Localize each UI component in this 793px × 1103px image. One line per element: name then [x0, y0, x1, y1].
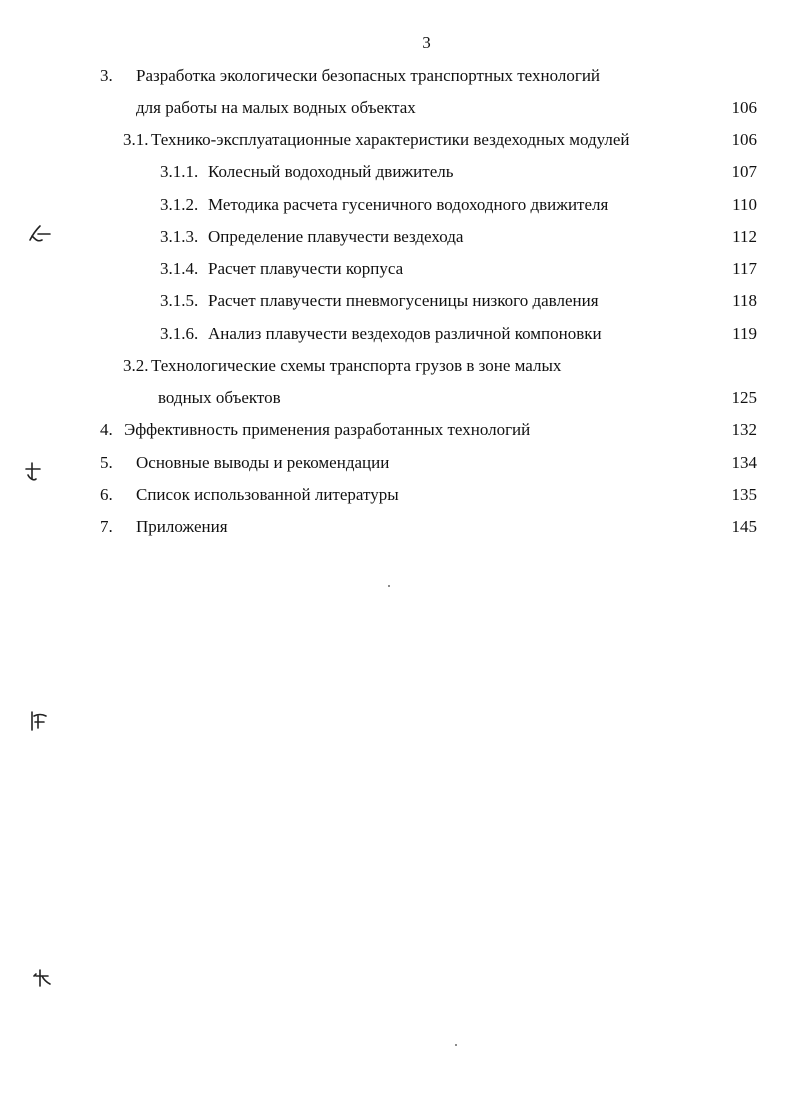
toc-number: 3.1.	[123, 130, 149, 149]
toc-page: 112	[732, 227, 757, 246]
toc-title: Определение плавучести вездехода	[208, 227, 464, 246]
toc-number: 3.1.2.	[160, 195, 199, 214]
toc-title: для работы на малых водных объектах	[136, 98, 416, 117]
toc-page: 135	[731, 485, 757, 504]
toc-title: Колесный водоходный движитель	[208, 162, 454, 181]
handwritten-mark	[20, 457, 50, 487]
toc-page: 106	[731, 130, 757, 149]
toc-title: Эффективность применения разработанных технологий	[124, 420, 531, 439]
toc-page: 117	[732, 259, 757, 278]
toc-number: 3.1.3.	[160, 227, 199, 246]
toc-page: 125	[731, 388, 757, 407]
toc-number: 5.	[100, 453, 113, 472]
toc-title: Разработка экологически безопасных транспортных технологий	[136, 66, 601, 85]
toc-number: 7.	[100, 517, 113, 536]
toc-title: Расчет плавучести корпуса	[208, 259, 404, 278]
toc-title: водных объектов	[158, 388, 281, 407]
toc-title: Методика расчета гусеничного водоходного движителя	[208, 195, 609, 214]
handwritten-mark	[28, 964, 58, 994]
scan-speck	[455, 1044, 457, 1046]
toc-title: Список использованной литературы	[136, 485, 399, 504]
page-number: 3	[422, 33, 431, 52]
toc-page: 110	[732, 195, 757, 214]
handwritten-mark	[24, 222, 54, 252]
toc-page: 145	[731, 517, 757, 536]
toc-title: Расчет плавучести пневмогусеницы низкого давления	[208, 291, 599, 310]
toc-page: 134	[731, 453, 757, 472]
toc-number: 3.1.5.	[160, 291, 199, 310]
toc-page: 118	[732, 291, 757, 310]
toc-title: Анализ плавучести вездеходов различной компоновки	[208, 324, 602, 343]
toc-page: 119	[732, 324, 757, 343]
toc-title: Основные выводы и рекомендации	[136, 453, 390, 472]
toc-number: 3.2.	[123, 356, 149, 375]
toc-page: 132	[731, 420, 757, 439]
toc-number: 4.	[100, 420, 113, 439]
toc-title: Технологические схемы транспорта грузов в зоне малых	[151, 356, 562, 375]
toc-title: Приложения	[136, 517, 228, 536]
toc-number: 3.1.4.	[160, 259, 199, 278]
toc-number: 6.	[100, 485, 113, 504]
toc-number: 3.	[100, 66, 113, 85]
scan-speck	[388, 585, 390, 587]
toc-number: 3.1.6.	[160, 324, 199, 343]
toc-number: 3.1.1.	[160, 162, 199, 181]
toc-page: 106	[731, 98, 757, 117]
handwritten-mark	[24, 706, 54, 736]
toc-title: Технико-эксплуатационные характеристики вездеходных модулей	[151, 130, 630, 149]
toc-page: 107	[731, 162, 757, 181]
